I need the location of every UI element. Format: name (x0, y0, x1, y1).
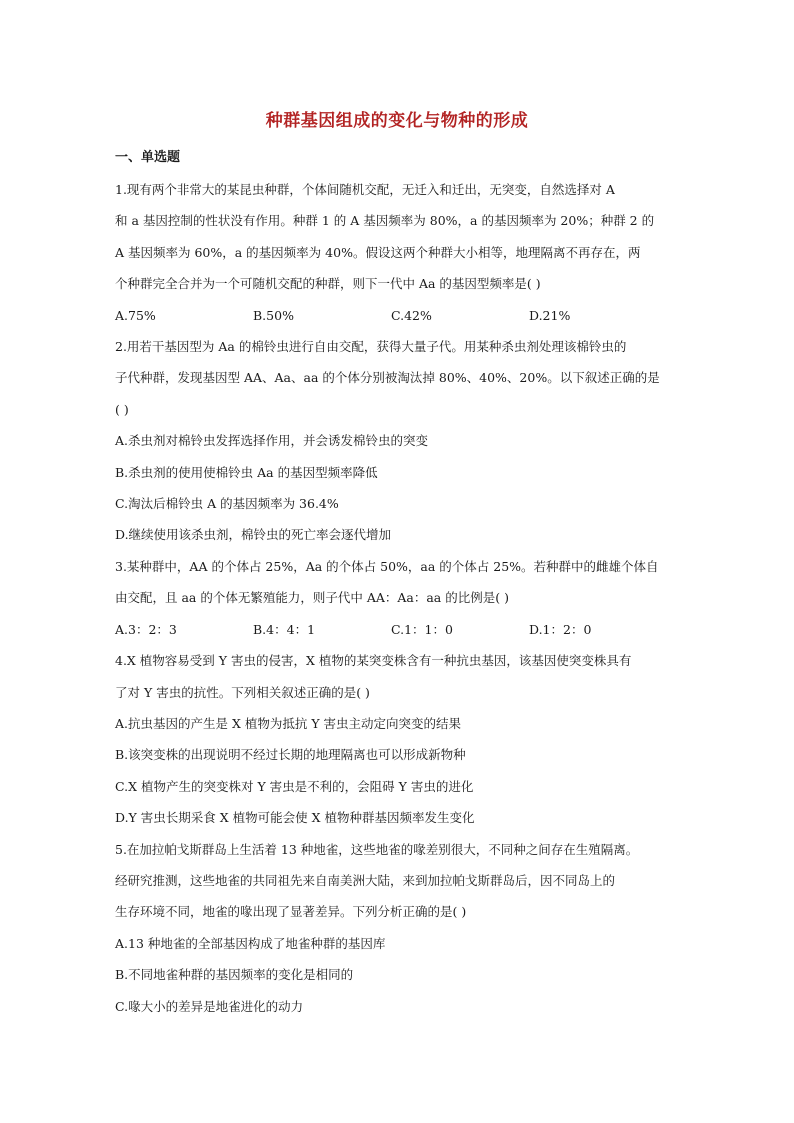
question-4-line-2: 了对 Y 害虫的抗性。下列相关叙述正确的是( ) (115, 684, 370, 700)
question-1-line-2: 和 a 基因控制的性状没有作用。种群 1 的 A 基因频率为 80%，a 的基因频率为 20%；种群 2 的 (115, 213, 655, 229)
question-4-line-1: 4.X 植物容易受到 Y 害虫的侵害，X 植物的某突变株含有一种抗虫基因，该基因使突变株具有 (115, 653, 632, 669)
question-5-option-c: C.喙大小的差异是地雀进化的动力 (115, 998, 304, 1014)
question-3-option-a: A.3：2：3 (115, 621, 177, 637)
question-1-option-a: A.75% (115, 307, 156, 323)
question-1-line-3: A 基因频率为 60%，a 的基因频率为 40%。假设这两个种群大小相等，地理隔离不再存在，两 (115, 244, 641, 260)
question-5-option-a: A.13 种地雀的全部基因构成了地雀种群的基因库 (115, 935, 386, 951)
question-1-options (115, 300, 690, 331)
question-2-option-a: A.杀虫剂对棉铃虫发挥选择作用，并会诱发棉铃虫的突变 (115, 433, 429, 449)
question-2-option-d: D.继续使用该杀虫剂，棉铃虫的死亡率会逐代增加 (115, 527, 392, 543)
question-2-line-1: 2.用若干基因型为 Aa 的棉铃虫进行自由交配，获得大量子代。用某种杀虫剂处理该棉铃虫的 (115, 339, 627, 355)
question-3-line-2: 由交配，且 aa 的个体无繁殖能力，则子代中 AA：Aa：aa 的比例是( ) (115, 590, 509, 606)
question-3-options (115, 614, 690, 645)
question-2-option-c: C.淘汰后棉铃虫 A 的基因频率为 36.4% (115, 496, 339, 512)
question-1-line-1: 1.现有两个非常大的某昆虫种群，个体间随机交配，无迁入和迁出，无突变，自然选择对 A (115, 182, 615, 197)
question-3-option-d: D.1：2：0 (529, 621, 592, 637)
question-4-option-c: C.X 植物产生的突变株对 Y 害虫是不利的，会阻碍 Y 害虫的进化 (115, 778, 474, 794)
question-5-option-b: B.不同地雀种群的基因频率的变化是相同的 (115, 967, 354, 983)
question-2-line-3: ( ) (115, 401, 129, 417)
question-3-line-1: 3.某种群中，AA 的个体占 25%，Aa 的个体占 50%，aa 的个体占 25%。若种群中的雌雄个体自 (115, 558, 659, 574)
question-3-option-b: B.4：4：1 (253, 621, 316, 637)
question-5-line-2: 经研究推测，这些地雀的共同祖先来自南美洲大陆，来到加拉帕戈斯群岛后，因不同岛上的 (115, 872, 616, 888)
question-2-option-b: B.杀虫剂的使用使棉铃虫 Aa 的基因型频率降低 (115, 464, 378, 480)
question-3 (115, 551, 690, 645)
question-1-option-c: C.42% (391, 307, 432, 323)
question-1-option-b: B.50% (253, 307, 294, 323)
question-1 (115, 174, 690, 331)
question-4-option-a: A.抗虫基因的产生是 X 植物为抵抗 Y 害虫主动定向突变的结果 (115, 715, 462, 731)
question-2-line-2: 子代种群，发现基因型 AA、Aa、aa 的个体分别被淘汰掉 80%、40%、20%。以下叙述正确的是 (115, 370, 660, 386)
question-5-line-3: 生存环境不同，地雀的喙出现了显著差异。下列分析正确的是( ) (115, 904, 467, 920)
question-4-option-b: B.该突变株的出现说明不经过长期的地理隔离也可以形成新物种 (115, 747, 466, 763)
question-4 (115, 645, 690, 833)
question-5-line-1: 5.在加拉帕戈斯群岛上生活着 13 种地雀，这些地雀的喙差别很大，不同种之间存在生殖隔离。 (115, 841, 639, 857)
question-5 (115, 834, 690, 1022)
question-3-option-c: C.1：1：0 (391, 621, 453, 637)
question-2 (115, 331, 690, 551)
question-list (115, 174, 690, 1022)
question-1-line-4: 个种群完全合并为一个可随机交配的种群，则下一代中 Aa 的基因型频率是( ) (115, 276, 541, 292)
document-title: 种群基因组成的变化与物种的形成 (265, 111, 529, 131)
question-4-option-d: D.Y 害虫长期采食 X 植物可能会使 X 植物种群基因频率发生变化 (115, 810, 475, 826)
question-1-option-d: D.21% (529, 307, 571, 323)
section-heading: 一、单选题 (115, 150, 181, 165)
